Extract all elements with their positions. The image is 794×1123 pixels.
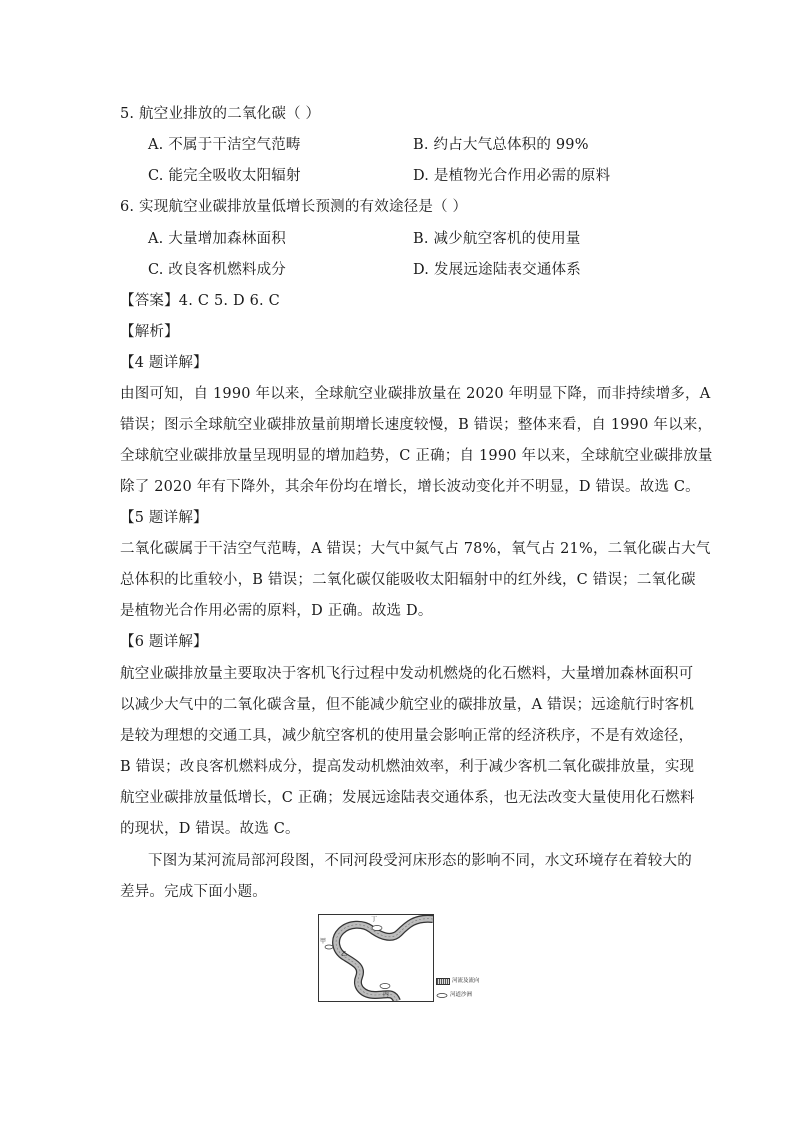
river-map-figure [318, 914, 434, 1002]
q6-detail-heading: 【6 题详解】 [120, 634, 208, 650]
q4-detail-line: 全球航空业碳排放量呈现明显的增加趋势，C 正确；自 1990 年以来，全球航空业碳排放量 [120, 448, 713, 464]
q6-option-b: B. 减少航空客机的使用量 [413, 231, 581, 247]
label-ding: 丁 [371, 916, 378, 923]
analysis-heading: 【解析】 [120, 324, 179, 340]
label-jia: 甲 [320, 938, 327, 945]
q4-detail-line: 除了 2020 年有下降外，其余年份均在增长，增长波动变化并不明显，D 错误。故选 C。 [120, 479, 700, 495]
q6-detail-line: 航空业碳排放量主要取决于客机飞行过程中发动机燃烧的化石燃料，大量增加森林面积可 [120, 666, 694, 682]
q6-option-a: A. 大量增加森林面积 [148, 231, 286, 247]
q4-detail-heading: 【4 题详解】 [120, 355, 208, 371]
q6-detail-line: 以减少大气中的二氧化碳含量，但不能减少航空业的碳排放量，A 错误；远途航行时客机 [120, 697, 695, 713]
question-5-stem: 5. 航空业排放的二氧化碳（ ） [120, 106, 321, 122]
sandbar-bing [380, 984, 390, 989]
q6-detail-line: 的现状，D 错误。故选 C。 [120, 821, 300, 837]
q5-detail-heading: 【5 题详解】 [120, 510, 208, 526]
intro-line: 下图为某河流局部河段图，不同河段受河床形态的影响不同，水文环境存在着较大的 [148, 853, 692, 869]
q5-option-c: C. 能完全吸收太阳辐射 [148, 168, 301, 184]
label-yi: 乙 [341, 951, 348, 958]
q5-detail-line: 总体积的比重较小，B 错误；二氧化碳仅能吸收太阳辐射中的红外线，C 错误；二氧化碳 [120, 572, 696, 588]
intro-line: 差异。完成下面小题。 [120, 884, 267, 900]
legend-island [436, 992, 472, 999]
q6-detail-line: 是较为理想的交通工具，减少航空客机的使用量会影响正常的经济秩序，不是有效途径， [120, 728, 694, 744]
legend-river-label: 河流及流向 [452, 978, 480, 984]
q5-detail-line: 二氧化碳属于干洁空气范畴，A 错误；大气中氮气占 78%，氧气占 21%，二氧化碳占大气 [120, 541, 711, 557]
q4-detail-line: 由图可知，自 1990 年以来，全球航空业碳排放量在 2020 年明显下降，而非持续增多，A [120, 386, 711, 402]
legend-island-label: 河道沙洲 [450, 992, 473, 998]
q6-detail-line: B 错误；改良客机燃料成分，提高发动机燃油效率，利于减少客机二氧化碳排放量，实现 [120, 759, 695, 775]
label-bing: 丙 [383, 991, 390, 998]
q6-option-d: D. 发展远途陆表交通体系 [413, 262, 581, 278]
q5-option-d: D. 是植物光合作用必需的原料 [413, 168, 611, 184]
river-swatch-icon [436, 978, 450, 985]
q6-detail-line: 航空业碳排放量低增长，C 正确；发展远途陆表交通体系，也无法改变大量使用化石燃料 [120, 790, 695, 806]
sandbar-jia [325, 945, 333, 949]
sandbar-ding [372, 926, 382, 931]
q5-detail-line: 是植物光合作用必需的原料，D 正确。故选 D。 [120, 603, 433, 619]
q5-option-a: A. 不属于干洁空气范畴 [148, 137, 301, 153]
legend-river [436, 978, 480, 985]
sandbar-swatch-icon [436, 993, 448, 998]
answer-line: 【答案】4. C 5. D 6. C [120, 293, 280, 309]
question-6-stem: 6. 实现航空业碳排放量低增长预测的有效途径是（ ） [120, 199, 468, 215]
q5-option-b: B. 约占大气总体积的 99% [413, 137, 589, 153]
q6-option-c: C. 改良客机燃料成分 [148, 262, 286, 278]
river-map [319, 915, 433, 1001]
q4-detail-line: 错误；图示全球航空业碳排放量前期增长速度较慢，B 错误；整体来看，自 1990 年以来， [120, 417, 713, 433]
